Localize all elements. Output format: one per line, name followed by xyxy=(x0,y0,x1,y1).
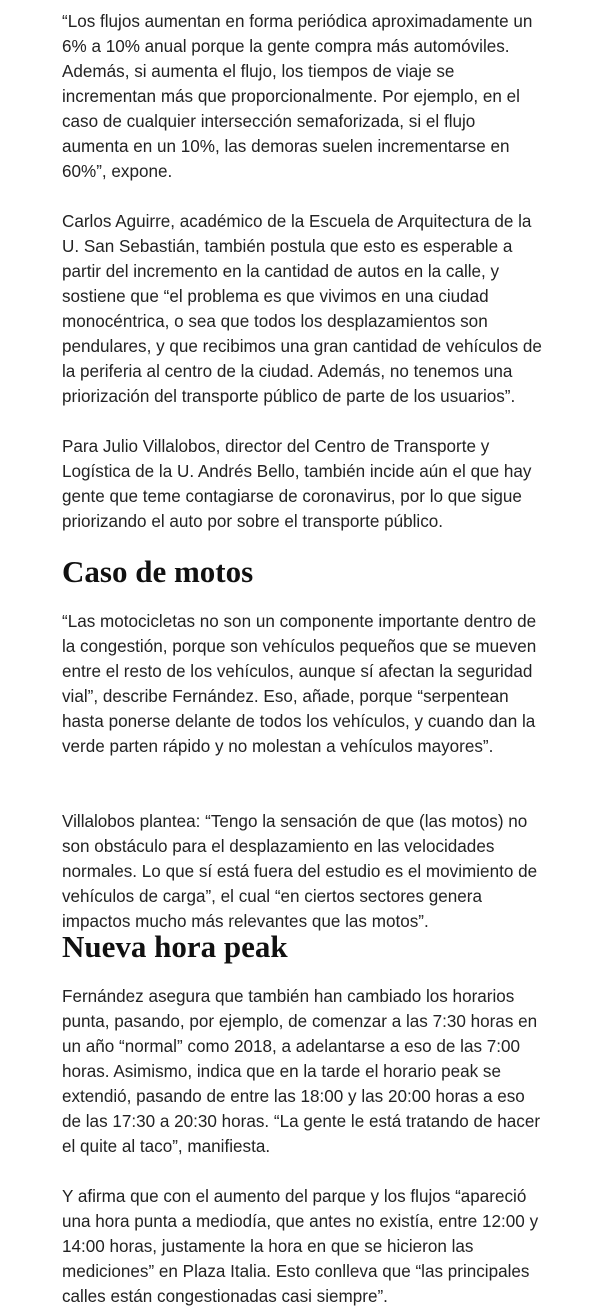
article-paragraph: “Las motocicletas no son un componente importante dentro de la congestión, porque son vehículos pequeños que se mueven entre el resto de los vehículos, aunque sí afectan la seguridad vial”, describe Fernández. Eso, añade, porque “serpentean hasta ponerse delante de todos los vehículos, y cuando dan la verde parten rápido y no molestan a vehículos mayores”. xyxy=(62,612,537,756)
article-paragraph: “Los flujos aumentan en forma periódica aproximadamente un 6% a 10% anual porque la gente compra más automóviles. Además, si aumenta el flujo, los tiempos de viaje se incrementan más que proporcionalmente. Por ejemplo, en el caso de cualquier intersección semaforizada, si el flujo aumenta en un 10%, las demoras suelen incrementarse en 60%”, expone. xyxy=(62,12,533,181)
article-paragraph: Villalobos plantea: “Tengo la sensación de que (las motos) no son obstáculo para el desplazamiento en las velocidades normales. Lo que sí está fuera del estudio es el movimiento de vehículos de carga”, el cual “en ciertos sectores genera impactos mucho más relevantes que las motos”. xyxy=(62,812,538,931)
section-heading-nueva-hora-peak: Nueva hora peak xyxy=(62,929,288,964)
article-paragraph: Carlos Aguirre, académico de la Escuela de Arquitectura de la U. San Sebastián, también postula que esto es esperable a partir del incremento en la cantidad de autos en la calle, y sostiene que “el problema es que vivimos en una ciudad monocéntrica, o sea que todos los desplazamientos son pendulares, y que recibimos una gran cantidad de vehículos de la periferia al centro de la ciudad. Además, no tenemos una priorización del transporte público de parte de los usuarios”. xyxy=(62,212,542,406)
section-heading-caso-de-motos: Caso de motos xyxy=(62,554,254,589)
article-paragraph: Y afirma que con el aumento del parque y los flujos “apareció una hora punta a mediodía, que antes no existía, entre 12:00 y 14:00 horas, justamente la hora en que se hicieron las mediciones” en Plaza Italia. Esto conlleva que “las principales calles están congestionadas casi siempre”. xyxy=(62,1187,539,1306)
article-paragraph: Para Julio Villalobos, director del Centro de Transporte y Logística de la U. Andrés Bello, también incide aún el que hay gente que teme contagiarse de coronavirus, por lo que sigue priorizando el auto por sobre el transporte público. xyxy=(62,437,532,531)
article-paragraph: Fernández asegura que también han cambiado los horarios punta, pasando, por ejemplo, de comenzar a las 7:30 horas en un año “normal” como 2018, a adelantarse a eso de las 7:00 horas. Asimismo, indica que en la tarde el horario peak se extendió, pasando de entre las 18:00 y las 20:00 horas a eso de las 17:30 a 20:30 horas. “La gente le está tratando de hacer el quite al taco”, manifiesta. xyxy=(62,987,541,1156)
